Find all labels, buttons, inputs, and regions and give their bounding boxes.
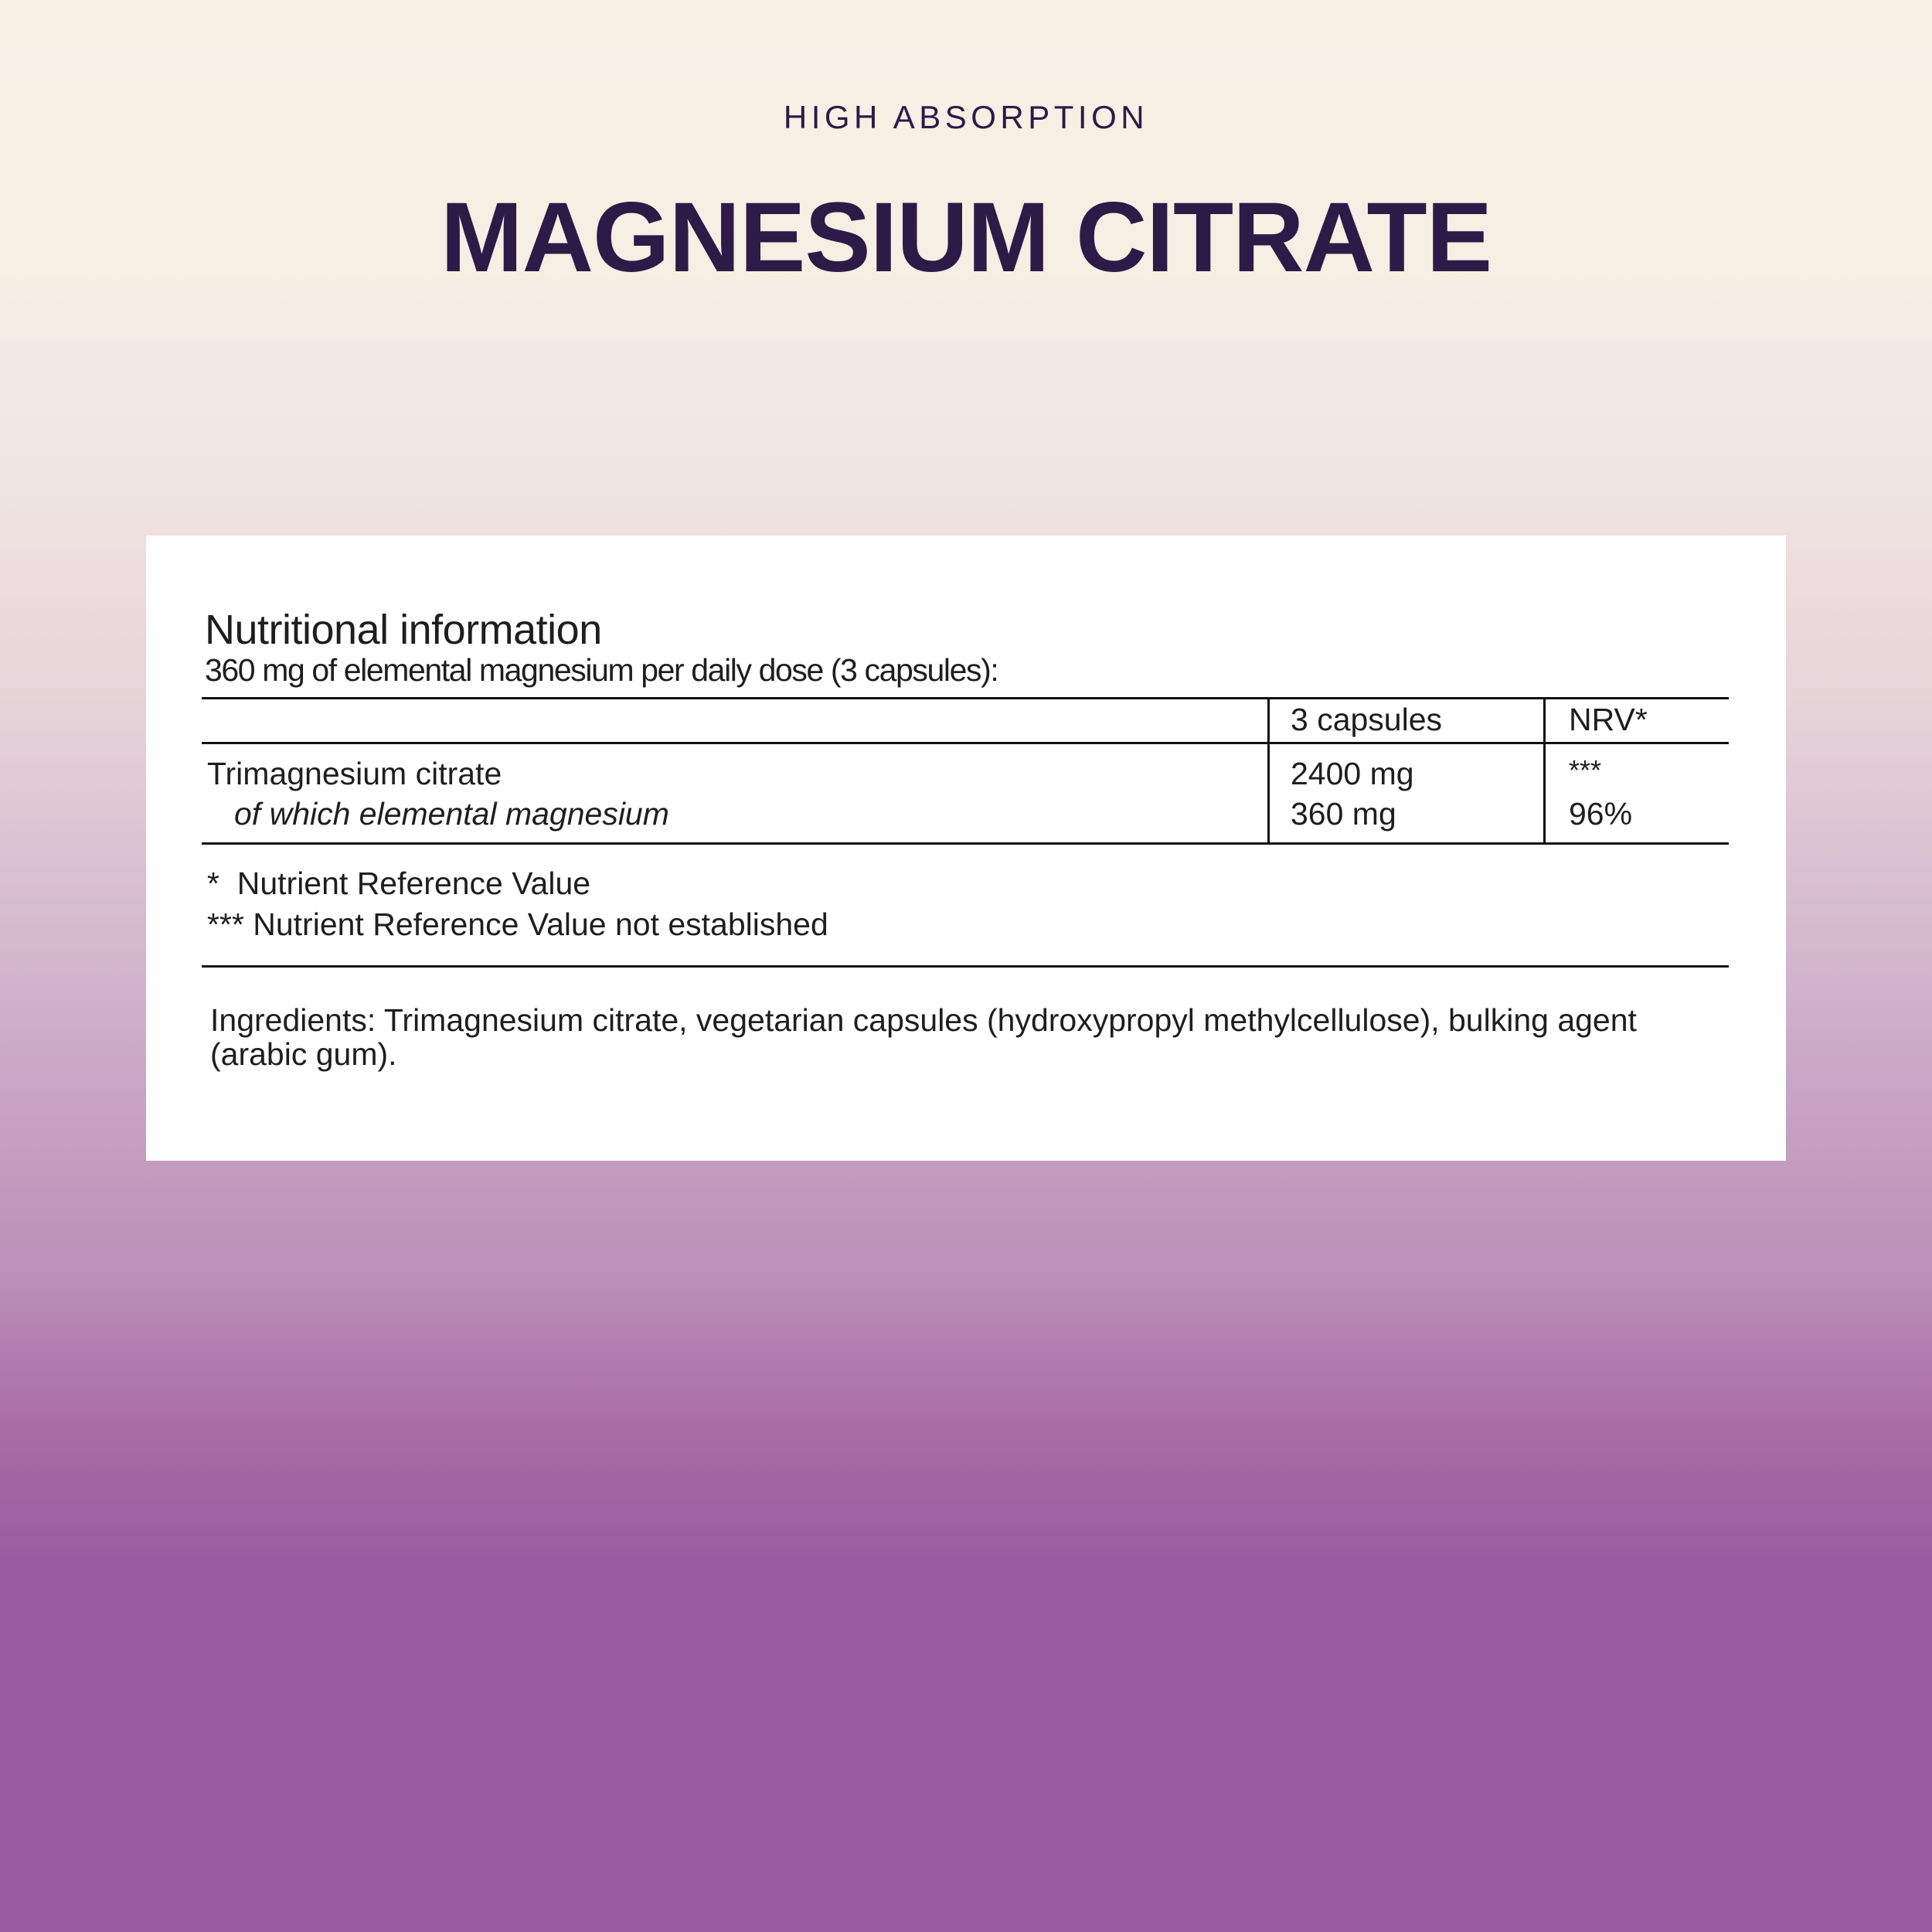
footnote-nrv-not-established: *** Nutrient Reference Value not established xyxy=(207,906,828,942)
ingredients-text: Ingredients: Trimagnesium citrate, vegetarian capsules (hydroxypropyl methylcellulose), bulking agent (arabic gum). xyxy=(210,1002,1637,1072)
table-header-rule xyxy=(202,742,1729,744)
table-bottom-rule xyxy=(202,842,1729,845)
eyebrow-label: HIGH ABSORPTION xyxy=(783,99,1149,135)
ingredients-rule xyxy=(202,965,1729,968)
table-row-nrv: *** xyxy=(1569,754,1602,786)
table-column-divider-1 xyxy=(1267,697,1270,845)
nutrition-heading: Nutritional information xyxy=(205,607,602,653)
footnote-nrv: * Nutrient Reference Value xyxy=(207,866,591,901)
table-header-amount: 3 capsules xyxy=(1291,702,1443,737)
table-column-divider-2 xyxy=(1543,697,1546,845)
table-row-amount: 2400 mg xyxy=(1291,756,1414,791)
table-row-name: of which elemental magnesium xyxy=(234,796,669,832)
table-row-name: Trimagnesium citrate xyxy=(207,756,502,791)
table-row-amount: 360 mg xyxy=(1291,796,1396,832)
table-header-nrv: NRV* xyxy=(1569,702,1648,737)
table-top-rule xyxy=(202,697,1729,699)
nutrition-card xyxy=(146,536,1786,1161)
table-row-nrv: 96% xyxy=(1569,796,1633,832)
product-title: MAGNESIUM CITRATE xyxy=(440,182,1492,293)
nutrition-subheading: 360 mg of elemental magnesium per daily dose (3 capsules): xyxy=(205,652,998,688)
